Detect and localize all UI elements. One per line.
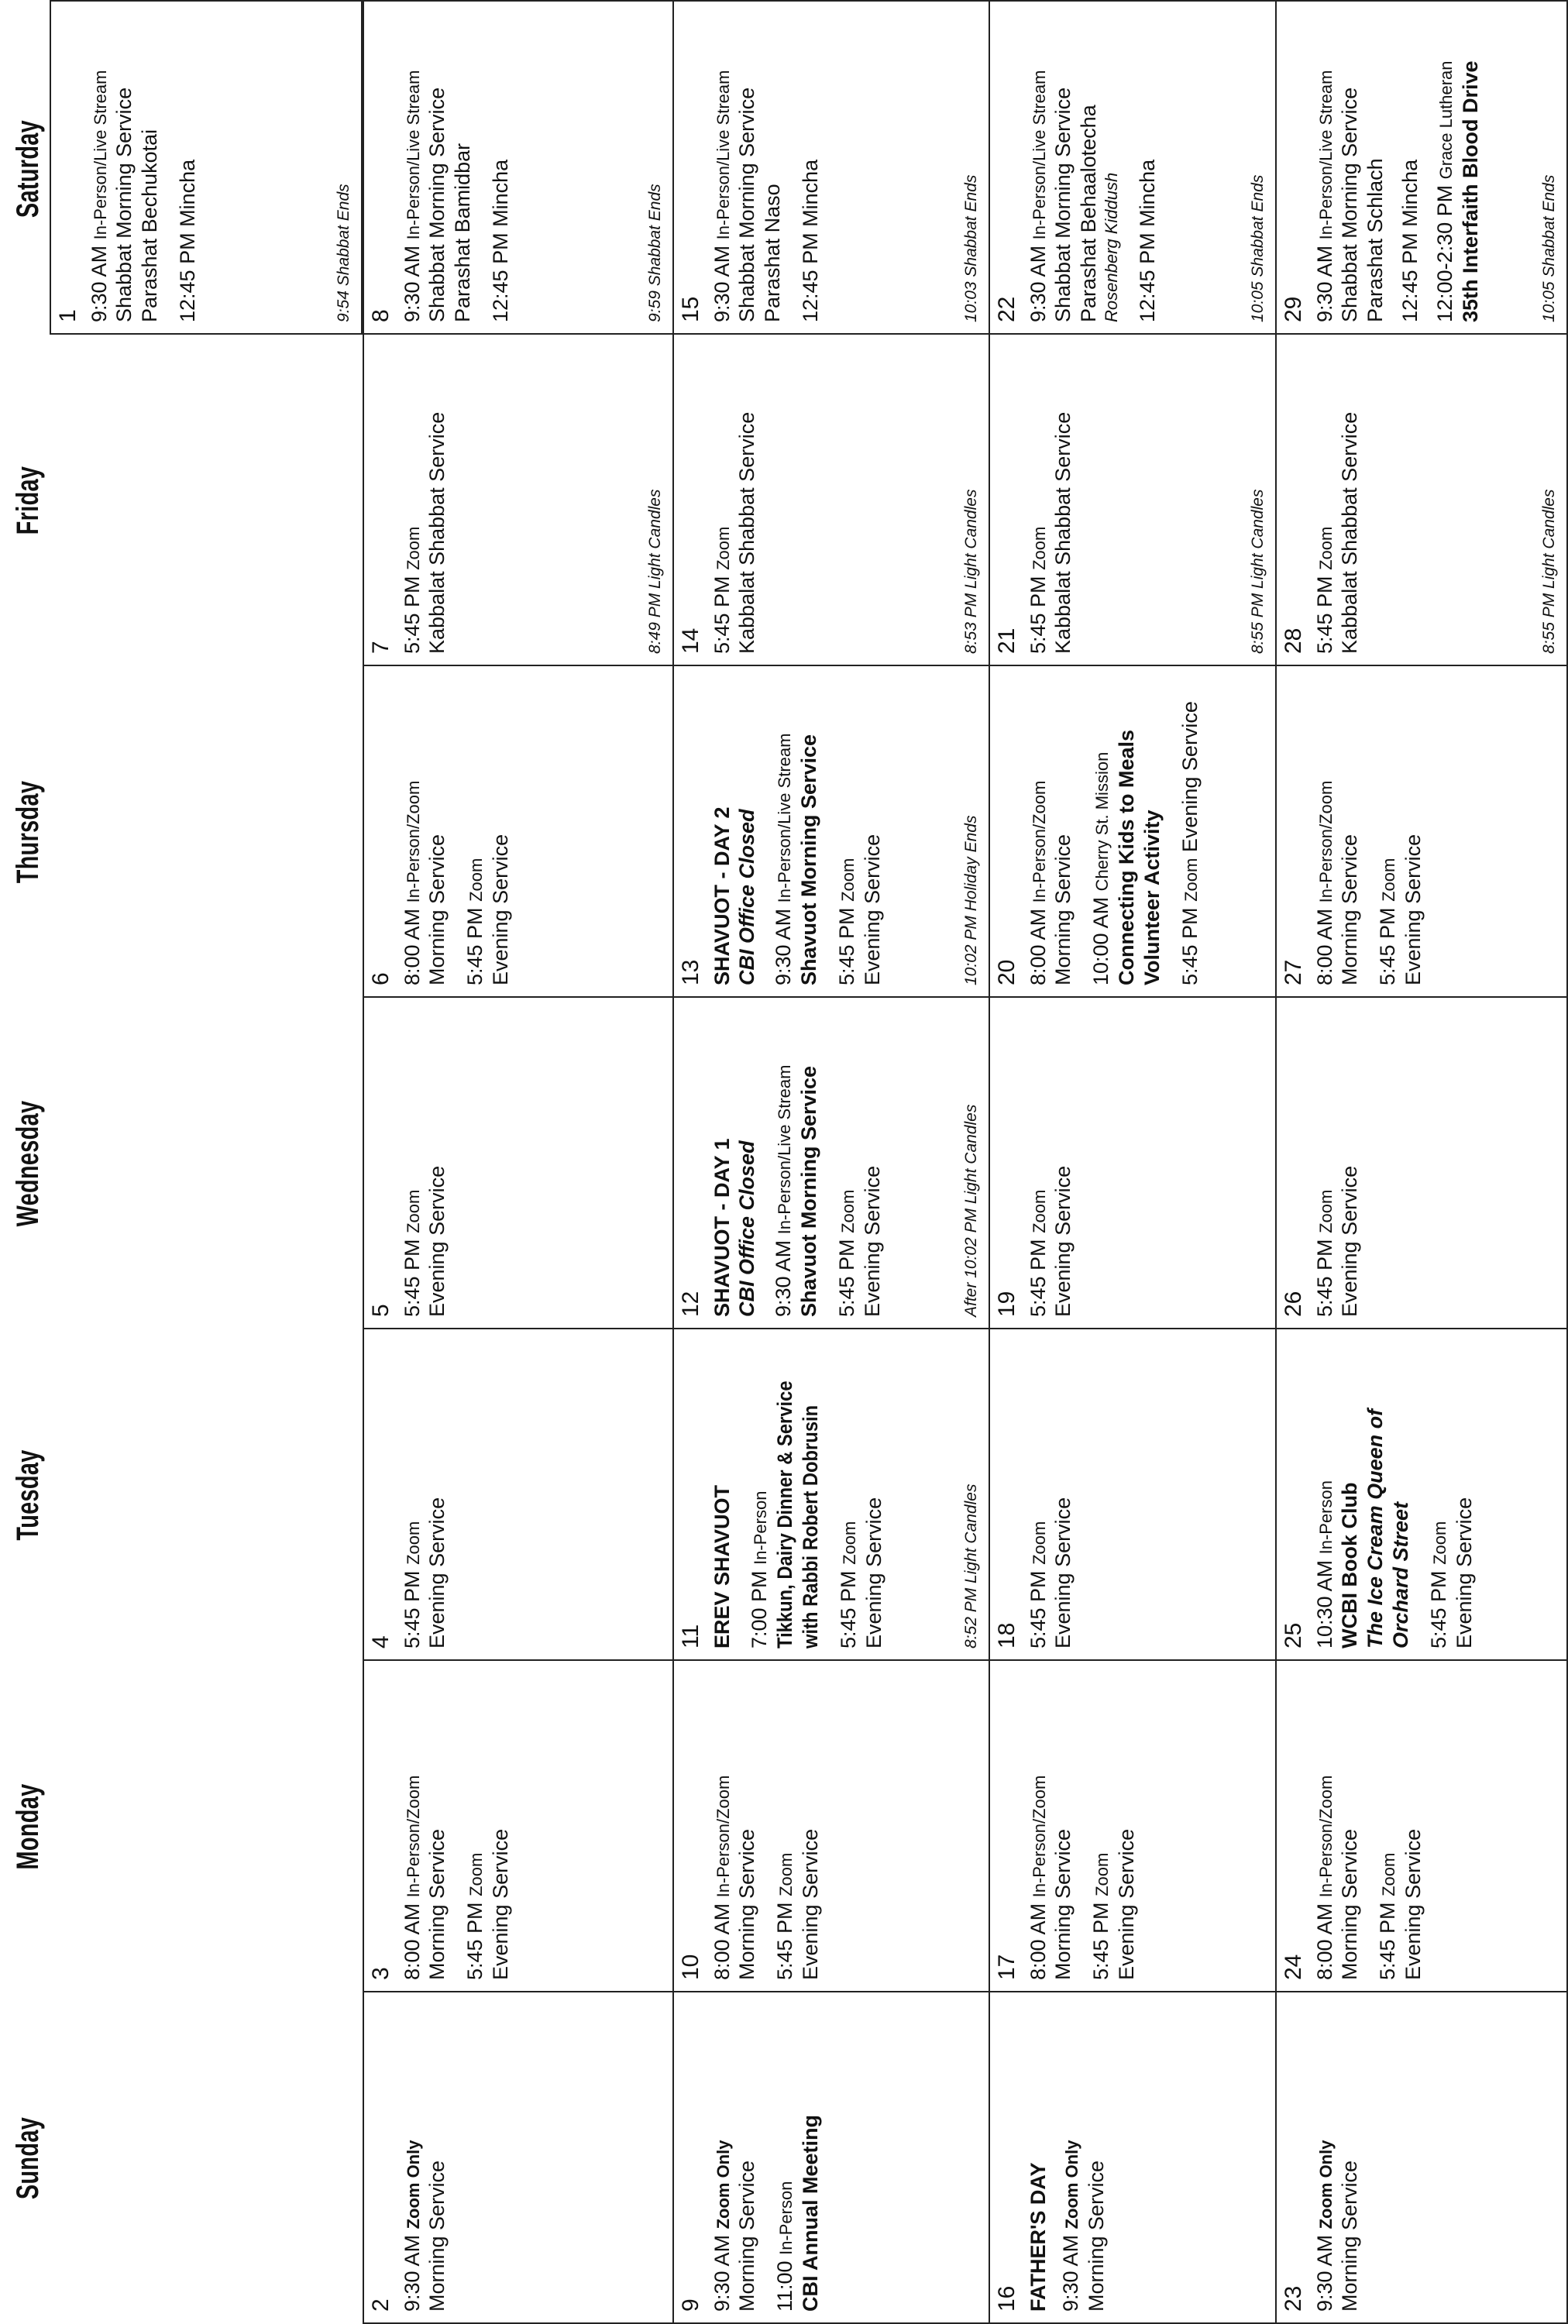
day-number: 16: [994, 2285, 1020, 2312]
candle-lighting-note: 8:55 PM Light Candles: [1249, 489, 1267, 654]
event-time: 9:30 AM: [710, 245, 734, 322]
event-title: Kabbalat Shabbat Service: [1051, 411, 1075, 654]
day-number: 28: [1281, 627, 1306, 654]
day-cell-15[interactable]: [672, 0, 990, 335]
event: [400, 674, 451, 985]
event-time: 5:45 PM: [400, 1570, 424, 1648]
event-title: Morning Service: [425, 834, 449, 985]
day-cell-27[interactable]: [1275, 665, 1568, 998]
event-mode: Zoom: [403, 1189, 423, 1233]
event-time: 12:45 PM: [489, 232, 513, 322]
event-mode: Zoom: [403, 1521, 423, 1565]
event-mode: In-Person/Zoom: [1315, 1775, 1336, 1898]
event-mode: Zoom: [1029, 1189, 1049, 1233]
event: [834, 674, 885, 985]
event-title: Morning Service: [735, 2160, 759, 2312]
day-number: 9: [678, 2298, 703, 2312]
event-time: 5:45 PM: [463, 907, 487, 985]
event-time: 8:00 AM: [400, 908, 424, 985]
event: [771, 1006, 822, 1317]
event: [710, 9, 786, 322]
event-time: 5:45 PM: [1427, 1570, 1451, 1648]
event: [1426, 1337, 1477, 1648]
event-title: Evening Service: [489, 1828, 513, 1980]
event: [87, 9, 163, 322]
event-time: 10:30 AM: [1312, 1559, 1336, 1648]
event-title: Evening Service: [425, 1497, 449, 1648]
event-title: Evening Service: [489, 834, 513, 985]
event-mode: Zoom: [1379, 1852, 1399, 1896]
event-title: Evening Service: [1401, 834, 1425, 985]
event: [1375, 1669, 1426, 1980]
event-time: 9:30 AM: [710, 2234, 734, 2312]
event-title: Evening Service: [1115, 1828, 1139, 1980]
event: [400, 1337, 451, 1648]
event-time: 5:45 PM: [1376, 1902, 1400, 1980]
shabbat-ends-note: 9:59 Shabbat Ends: [646, 184, 664, 322]
event-mode: In-Person/Zoom: [1315, 780, 1336, 903]
event: [1178, 674, 1203, 985]
event: [1088, 674, 1165, 985]
event-mode: In-Person/Live Stream: [1315, 70, 1336, 240]
holiday-ends-note: 10:02 PM Holiday Ends: [962, 815, 980, 985]
event-mode: In-Person/Zoom: [1029, 780, 1049, 903]
event-title: Evening Service: [1051, 1165, 1075, 1317]
day-number: 7: [368, 641, 394, 654]
event-mode: In-Person: [751, 1490, 771, 1565]
day-number: 8: [368, 309, 394, 322]
event-title: Kabbalat Shabbat Service: [425, 411, 449, 654]
shabbat-ends-note: 10:05 Shabbat Ends: [1249, 174, 1267, 322]
event: [1312, 674, 1363, 985]
event-time: 10:00 AM: [1089, 896, 1113, 985]
day-number: 12: [678, 1291, 703, 1317]
event-mode: Zoom: [1181, 858, 1202, 902]
event: [1432, 9, 1484, 322]
event-time: 5:45 PM: [773, 1902, 797, 1980]
day-number: 10: [678, 1954, 703, 1980]
day-cell-5[interactable]: [363, 996, 674, 1329]
event-time: 5:45 PM: [1312, 576, 1336, 654]
event-time: 11:00: [773, 2260, 797, 2312]
event-time: 9:30 AM: [772, 908, 796, 985]
event-detail: Parashat Behaalotecha: [1077, 105, 1101, 322]
office-closed-note: CBI Office Closed: [735, 809, 759, 985]
event-mode: Zoom: [466, 1852, 487, 1896]
day-cell-19[interactable]: [989, 996, 1277, 1329]
day-cell-21[interactable]: [989, 333, 1277, 666]
event-time: 9:30 AM: [1312, 2234, 1336, 2312]
event: [1312, 342, 1363, 654]
event-mode: Grace Lutheran: [1436, 60, 1456, 180]
event-mode: Cherry St. Mission: [1092, 751, 1112, 892]
event-title: Morning Service: [1338, 1828, 1362, 1980]
event-title: Kabbalat Shabbat Service: [735, 411, 759, 654]
event-title: Morning Service: [1051, 834, 1075, 985]
event-mode: Zoom Only: [713, 2140, 733, 2229]
day-cell-8[interactable]: [363, 0, 674, 335]
event-title: Tikkun, Dairy Dinner & Service: [773, 1380, 797, 1648]
event: [1088, 1669, 1140, 1980]
event-title: Evening Service: [861, 834, 885, 985]
event-title: WCBI Book Club: [1338, 1482, 1362, 1648]
event: [798, 9, 824, 322]
event-title: Shavuot Morning Service: [797, 1065, 821, 1317]
day-cell-9[interactable]: [672, 1991, 990, 2324]
event-mode: In-Person/Live Stream: [403, 70, 423, 240]
event-time: 8:00 AM: [400, 1903, 424, 1980]
event-mode: Zoom: [1092, 1852, 1112, 1896]
event-title: Evening Service: [1453, 1497, 1477, 1648]
event-title: Mincha: [176, 159, 200, 227]
event: [710, 2000, 761, 2312]
event: [400, 2000, 451, 2312]
event: [175, 9, 201, 322]
kiddush-sponsor: Rosenberg Kiddush: [1102, 172, 1122, 322]
event-mode: Zoom: [1315, 526, 1336, 570]
day-cell-2[interactable]: [363, 1991, 674, 2324]
weekday-friday: Friday: [11, 466, 45, 535]
holiday-block: [710, 674, 761, 985]
event-time: 5:45 PM: [1312, 1239, 1336, 1317]
event-mode: In-Person: [776, 2181, 796, 2255]
day-cell-10[interactable]: [672, 1659, 990, 1992]
event: [1026, 1669, 1077, 1980]
event-time: 5:45 PM: [835, 1239, 859, 1317]
event: [1026, 1337, 1077, 1648]
day-cell-17[interactable]: [989, 1659, 1277, 1992]
event-time: 5:45 PM: [1089, 1902, 1113, 1980]
shabbat-ends-note: 10:03 Shabbat Ends: [962, 174, 980, 322]
event-title: Mincha: [1136, 159, 1160, 227]
day-number: 14: [678, 627, 703, 654]
event-time: 9:30 AM: [400, 2234, 424, 2312]
event-time: 7:00 PM: [748, 1570, 772, 1648]
event-time: 12:00-2:30 PM: [1433, 184, 1457, 322]
holiday-heading: FATHER'S DAY: [1026, 2162, 1050, 2312]
day-cell-28[interactable]: [1275, 333, 1568, 666]
day-cell-3[interactable]: [363, 1659, 674, 1992]
event-title: CBI Annual Meeting: [799, 2115, 823, 2312]
day-number: 3: [368, 1967, 394, 1980]
holiday-block: [710, 1006, 761, 1317]
shabbat-ends-note: 10:05 Shabbat Ends: [1540, 174, 1558, 322]
event-mode: In-Person/Live Stream: [775, 733, 795, 903]
event-time: 8:00 AM: [1312, 908, 1336, 985]
event-mode: In-Person: [1315, 1480, 1336, 1555]
event-time: 12:45 PM: [176, 232, 200, 322]
event-time: 5:45 PM: [463, 1902, 487, 1980]
event-mode: Zoom: [1379, 858, 1399, 902]
day-number: 19: [994, 1291, 1020, 1317]
day-number: 26: [1281, 1291, 1306, 1317]
day-cell-29[interactable]: [1275, 0, 1568, 335]
event-time: 9:30 AM: [1312, 245, 1336, 322]
event-detail: Parashat Bechukotai: [138, 129, 162, 322]
event-detail: Parashat Schlach: [1363, 158, 1387, 322]
event: [400, 1669, 451, 1980]
event-title: Shabbat Morning Service: [735, 87, 759, 322]
event-time: 5:45 PM: [400, 1239, 424, 1317]
event-mode: In-Person/Live Stream: [1029, 70, 1049, 240]
day-number: 2: [368, 2298, 394, 2312]
day-number: 17: [994, 1954, 1020, 1980]
event-mode: Zoom: [1430, 1521, 1450, 1565]
event: [772, 1669, 824, 1980]
event-mode: Zoom Only: [1315, 2140, 1336, 2229]
event: [462, 1669, 514, 1980]
event-title: Shabbat Morning Service: [1338, 87, 1362, 322]
weekday-tuesday: Tuesday: [11, 1449, 45, 1541]
event-title: Mincha: [799, 159, 823, 227]
day-cell-25[interactable]: [1275, 1328, 1568, 1661]
event-time: 8:00 AM: [710, 1903, 734, 1980]
day-number: 29: [1281, 296, 1306, 322]
day-cell-20[interactable]: [989, 665, 1277, 998]
day-number: 24: [1281, 1954, 1306, 1980]
event: [1026, 1006, 1077, 1317]
event-time: 12:45 PM: [1136, 232, 1160, 322]
day-number: 1: [55, 309, 81, 322]
event-detail: with Rabbi Robert Dobrusin: [799, 1404, 823, 1648]
event-title: Connecting Kids to Meals: [1115, 729, 1139, 985]
day-cell-16[interactable]: [989, 1991, 1277, 2324]
event-title: Shabbat Morning Service: [112, 87, 136, 322]
event-title: Evening Service: [861, 1165, 885, 1317]
day-cell-4[interactable]: [363, 1328, 674, 1661]
day-cell-14[interactable]: [672, 333, 990, 666]
event-time: 5:45 PM: [1026, 1239, 1050, 1317]
event-title: Evening Service: [1051, 1497, 1075, 1648]
weekday-monday: Monday: [11, 1783, 45, 1870]
event-title: Morning Service: [735, 1828, 759, 1980]
event-time: 9:30 AM: [87, 245, 111, 322]
event-mode: Zoom: [1315, 1189, 1336, 1233]
event-time: 9:30 AM: [772, 1239, 796, 1317]
event-title: Mincha: [1398, 159, 1422, 227]
event: [1312, 1669, 1363, 1980]
day-number: 13: [678, 959, 703, 985]
event-mode: In-Person/Live Stream: [775, 1064, 795, 1235]
event-time: 12:45 PM: [799, 232, 823, 322]
event: [488, 9, 514, 322]
event: [1312, 2000, 1363, 2312]
day-number: 6: [368, 972, 394, 985]
day-number: 27: [1281, 959, 1306, 985]
day-number: 4: [368, 1635, 394, 1648]
event-title: Morning Service: [425, 2160, 449, 2312]
event-title: Morning Service: [1338, 2160, 1362, 2312]
event-time: 5:45 PM: [710, 576, 734, 654]
event: [400, 9, 476, 322]
event: [1026, 9, 1123, 322]
event-time: 5:45 PM: [1026, 576, 1050, 654]
event-time: 5:45 PM: [837, 1570, 861, 1648]
shabbat-ends-note: 9:54 Shabbat Ends: [335, 184, 352, 322]
book-title: The Ice Cream Queen of: [1363, 1408, 1387, 1648]
event-time: 5:45 PM: [1026, 1570, 1050, 1648]
event-title: Evening Service: [799, 1828, 823, 1980]
event-mode: Zoom: [1029, 526, 1049, 570]
event-time: 8:00 AM: [1026, 1903, 1050, 1980]
event: [836, 1337, 887, 1648]
event-time: 9:30 AM: [1059, 2234, 1083, 2312]
event-mode: In-Person/Zoom: [713, 1775, 733, 1898]
event-title: Evening Service: [862, 1497, 886, 1648]
event-time: 5:45 PM: [1178, 907, 1202, 985]
candle-lighting-note: 8:53 PM Light Candles: [962, 489, 980, 654]
day-cell-11[interactable]: [672, 1328, 990, 1661]
event-title: Shabbat Morning Service: [425, 87, 449, 322]
event-mode: Zoom: [403, 526, 423, 570]
event-title: Morning Service: [1338, 834, 1362, 985]
event-time: 5:45 PM: [835, 907, 859, 985]
holiday-heading: SHAVUOT - DAY 1: [710, 1138, 734, 1317]
event-title: Evening Service: [1338, 1165, 1362, 1317]
event-mode: Zoom: [466, 858, 487, 902]
day-number: 15: [678, 296, 703, 322]
event: [1398, 9, 1423, 322]
day-number: 5: [368, 1304, 394, 1317]
event-title: Morning Service: [425, 1828, 449, 1980]
event-title: Morning Service: [1051, 1828, 1075, 1980]
event: [462, 674, 514, 985]
event-title: Evening Service: [1401, 1828, 1425, 1980]
event-title: 35th Interfaith Blood Drive: [1459, 60, 1483, 322]
event-time: 5:45 PM: [1376, 907, 1400, 985]
event: [1375, 674, 1426, 985]
office-closed-note: CBI Office Closed: [735, 1140, 759, 1317]
event-mode: In-Person/Live Stream: [90, 70, 110, 240]
day-cell-22[interactable]: [989, 0, 1277, 335]
event-mode: Zoom Only: [1062, 2140, 1082, 2229]
candle-lighting-note: 8:52 PM Light Candles: [962, 1483, 980, 1648]
day-cell-7[interactable]: [363, 333, 674, 666]
event-title: Mincha: [489, 159, 513, 227]
event-time: 8:00 AM: [1312, 1903, 1336, 1980]
day-number: 20: [994, 959, 1020, 985]
event-mode: Zoom: [1029, 1521, 1049, 1565]
event-time: 9:30 AM: [400, 245, 424, 322]
event-mode: Zoom: [840, 1521, 860, 1565]
event-mode: In-Person/Live Stream: [713, 70, 733, 240]
day-number: 11: [678, 1624, 703, 1648]
event: [710, 342, 761, 654]
event: [834, 1006, 885, 1317]
event-mode: In-Person/Zoom: [403, 1775, 423, 1898]
day-number: 18: [994, 1622, 1020, 1648]
weekday-sunday: Sunday: [11, 2116, 45, 2200]
event-title: Morning Service: [1085, 2160, 1109, 2312]
day-number: 22: [994, 296, 1020, 322]
day-cell-12[interactable]: [672, 996, 990, 1329]
event: [710, 1669, 761, 1980]
event-detail: Parashat Bamidbar: [451, 143, 475, 322]
event: [400, 342, 451, 654]
day-number: 25: [1281, 1622, 1306, 1648]
event: [1312, 1337, 1415, 1648]
day-number: 23: [1281, 2285, 1306, 2312]
event-mode: Zoom: [713, 526, 733, 570]
event-title: Shabbat Morning Service: [1051, 87, 1075, 322]
event-mode: Zoom: [776, 1852, 796, 1896]
event: [1026, 342, 1077, 654]
weekday-thursday: Thursday: [11, 780, 45, 884]
day-cell-1[interactable]: [50, 0, 363, 335]
event-title: Evening Service: [425, 1165, 449, 1317]
day-cell-13[interactable]: [672, 665, 990, 998]
holiday-heading: EREV SHAVUOT: [710, 1484, 734, 1648]
event: [772, 2000, 824, 2312]
event: [1312, 1006, 1363, 1317]
event-mode: In-Person/Zoom: [1029, 1775, 1049, 1898]
event-time: 8:00 AM: [1026, 908, 1050, 985]
event: [1135, 9, 1161, 322]
event-detail: Parashat Naso: [761, 184, 785, 322]
day-number: 21: [994, 627, 1020, 654]
candle-lighting-note: 8:49 PM Light Candles: [646, 489, 664, 654]
day-cell-23[interactable]: [1275, 1991, 1568, 2324]
candle-lighting-note: 8:55 PM Light Candles: [1540, 489, 1558, 654]
weekday-wednesday: Wednesday: [11, 1100, 45, 1227]
day-cell-6[interactable]: [363, 665, 674, 998]
event-mode: Zoom Only: [403, 2140, 423, 2229]
event: [747, 1337, 824, 1648]
event-detail: Volunteer Activity: [1140, 810, 1164, 985]
day-cell-26[interactable]: [1275, 996, 1568, 1329]
event-time: 9:30 AM: [1026, 245, 1050, 322]
event-time: 12:45 PM: [1398, 232, 1422, 322]
event-title: Shavuot Morning Service: [797, 734, 821, 985]
event-title: Evening Service: [1178, 701, 1202, 853]
book-title-cont: Orchard Street: [1389, 1501, 1413, 1648]
event-time: 5:45 PM: [400, 576, 424, 654]
day-cell-24[interactable]: [1275, 1659, 1568, 1992]
event-title: Kabbalat Shabbat Service: [1338, 411, 1362, 654]
event-mode: In-Person/Zoom: [403, 780, 423, 903]
holiday-heading: SHAVUOT - DAY 2: [710, 806, 734, 985]
event: [1312, 9, 1389, 322]
event: [1026, 674, 1077, 985]
event-mode: Zoom: [838, 858, 858, 902]
event: [400, 1006, 451, 1317]
event: [1058, 2000, 1109, 2312]
event: [771, 674, 822, 985]
candle-lighting-note: After 10:02 PM Light Candles: [962, 1104, 980, 1317]
weekday-saturday: Saturday: [11, 119, 45, 218]
day-cell-18[interactable]: [989, 1328, 1277, 1661]
event-mode: Zoom: [838, 1189, 858, 1233]
